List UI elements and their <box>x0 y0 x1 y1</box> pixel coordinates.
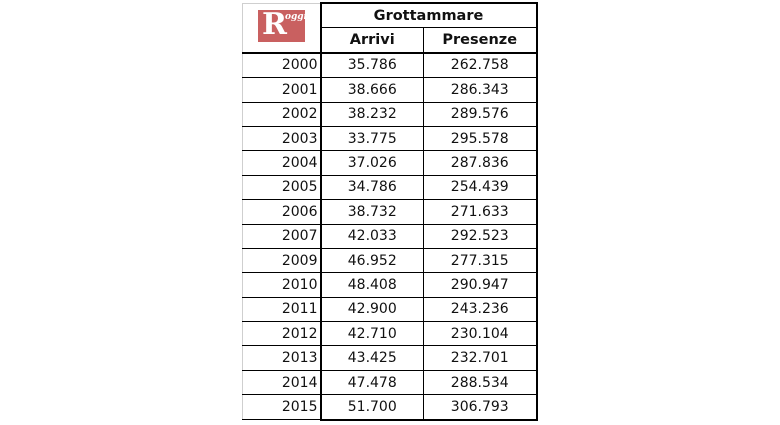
year-cell: 2011 <box>243 297 321 321</box>
year-cell: 2012 <box>243 322 321 346</box>
table-row <box>243 322 537 346</box>
table-row <box>243 175 537 199</box>
arrivi-cell: 42.033 <box>321 224 424 248</box>
year-cell: 2007 <box>243 224 321 248</box>
table-row <box>243 78 537 102</box>
presenze-cell: 277.315 <box>424 248 537 272</box>
table-row <box>243 151 537 175</box>
presenze-cell: 287.836 <box>424 151 537 175</box>
arrivi-cell: 48.408 <box>321 273 424 297</box>
presenze-cell: 288.534 <box>424 370 537 394</box>
table-row <box>243 395 537 420</box>
table-body <box>243 53 537 420</box>
table-row <box>243 297 537 321</box>
presenze-cell: 271.633 <box>424 200 537 224</box>
table-title: Grottammare <box>321 3 537 28</box>
year-cell: 2000 <box>243 53 321 78</box>
arrivi-cell: 46.952 <box>321 248 424 272</box>
year-cell: 2005 <box>243 175 321 199</box>
year-cell: 2010 <box>243 273 321 297</box>
presenze-cell: 292.523 <box>424 224 537 248</box>
presenze-cell: 262.758 <box>424 53 537 78</box>
presenze-cell: 232.701 <box>424 346 537 370</box>
year-cell: 2002 <box>243 102 321 126</box>
arrivi-cell: 47.478 <box>321 370 424 394</box>
arrivi-cell: 42.900 <box>321 297 424 321</box>
arrivi-cell: 33.775 <box>321 126 424 150</box>
arrivi-cell: 38.232 <box>321 102 424 126</box>
arrivi-cell: 38.732 <box>321 200 424 224</box>
year-cell: 2006 <box>243 200 321 224</box>
table-row <box>243 224 537 248</box>
title-row <box>243 3 537 28</box>
column-header-presenze: Presenze <box>424 28 537 53</box>
presenze-cell: 286.343 <box>424 78 537 102</box>
presenze-cell: 243.236 <box>424 297 537 321</box>
year-cell: 2004 <box>243 151 321 175</box>
year-cell: 2015 <box>243 395 321 420</box>
presenze-cell: 289.576 <box>424 102 537 126</box>
presenze-cell: 230.104 <box>424 322 537 346</box>
year-cell: 2003 <box>243 126 321 150</box>
arrivi-cell: 51.700 <box>321 395 424 420</box>
presenze-cell: 254.439 <box>424 175 537 199</box>
table-row <box>243 346 537 370</box>
year-cell: 2009 <box>243 248 321 272</box>
arrivi-cell: 37.026 <box>321 151 424 175</box>
arrivi-cell: 34.786 <box>321 175 424 199</box>
arrivi-cell: 38.666 <box>321 78 424 102</box>
table-row <box>243 273 537 297</box>
column-header-arrivi: Arrivi <box>321 28 424 53</box>
logo-letter: R <box>262 6 287 42</box>
arrivi-cell: 43.425 <box>321 346 424 370</box>
logo-suffix: oggi <box>285 11 308 22</box>
table-row <box>243 248 537 272</box>
table-row <box>243 53 537 78</box>
year-cell: 2001 <box>243 78 321 102</box>
year-cell: 2013 <box>243 346 321 370</box>
tourism-table-sheet <box>242 2 538 423</box>
arrivi-cell: 42.710 <box>321 322 424 346</box>
table-row <box>243 370 537 394</box>
presenze-cell: 295.578 <box>424 126 537 150</box>
table-row <box>243 126 537 150</box>
roggi-logo <box>258 6 308 42</box>
tourism-table <box>242 2 538 421</box>
year-cell: 2014 <box>243 370 321 394</box>
logo-cell <box>243 3 321 53</box>
presenze-cell: 306.793 <box>424 395 537 420</box>
table-row <box>243 200 537 224</box>
presenze-cell: 290.947 <box>424 273 537 297</box>
table-row <box>243 102 537 126</box>
arrivi-cell: 35.786 <box>321 53 424 78</box>
